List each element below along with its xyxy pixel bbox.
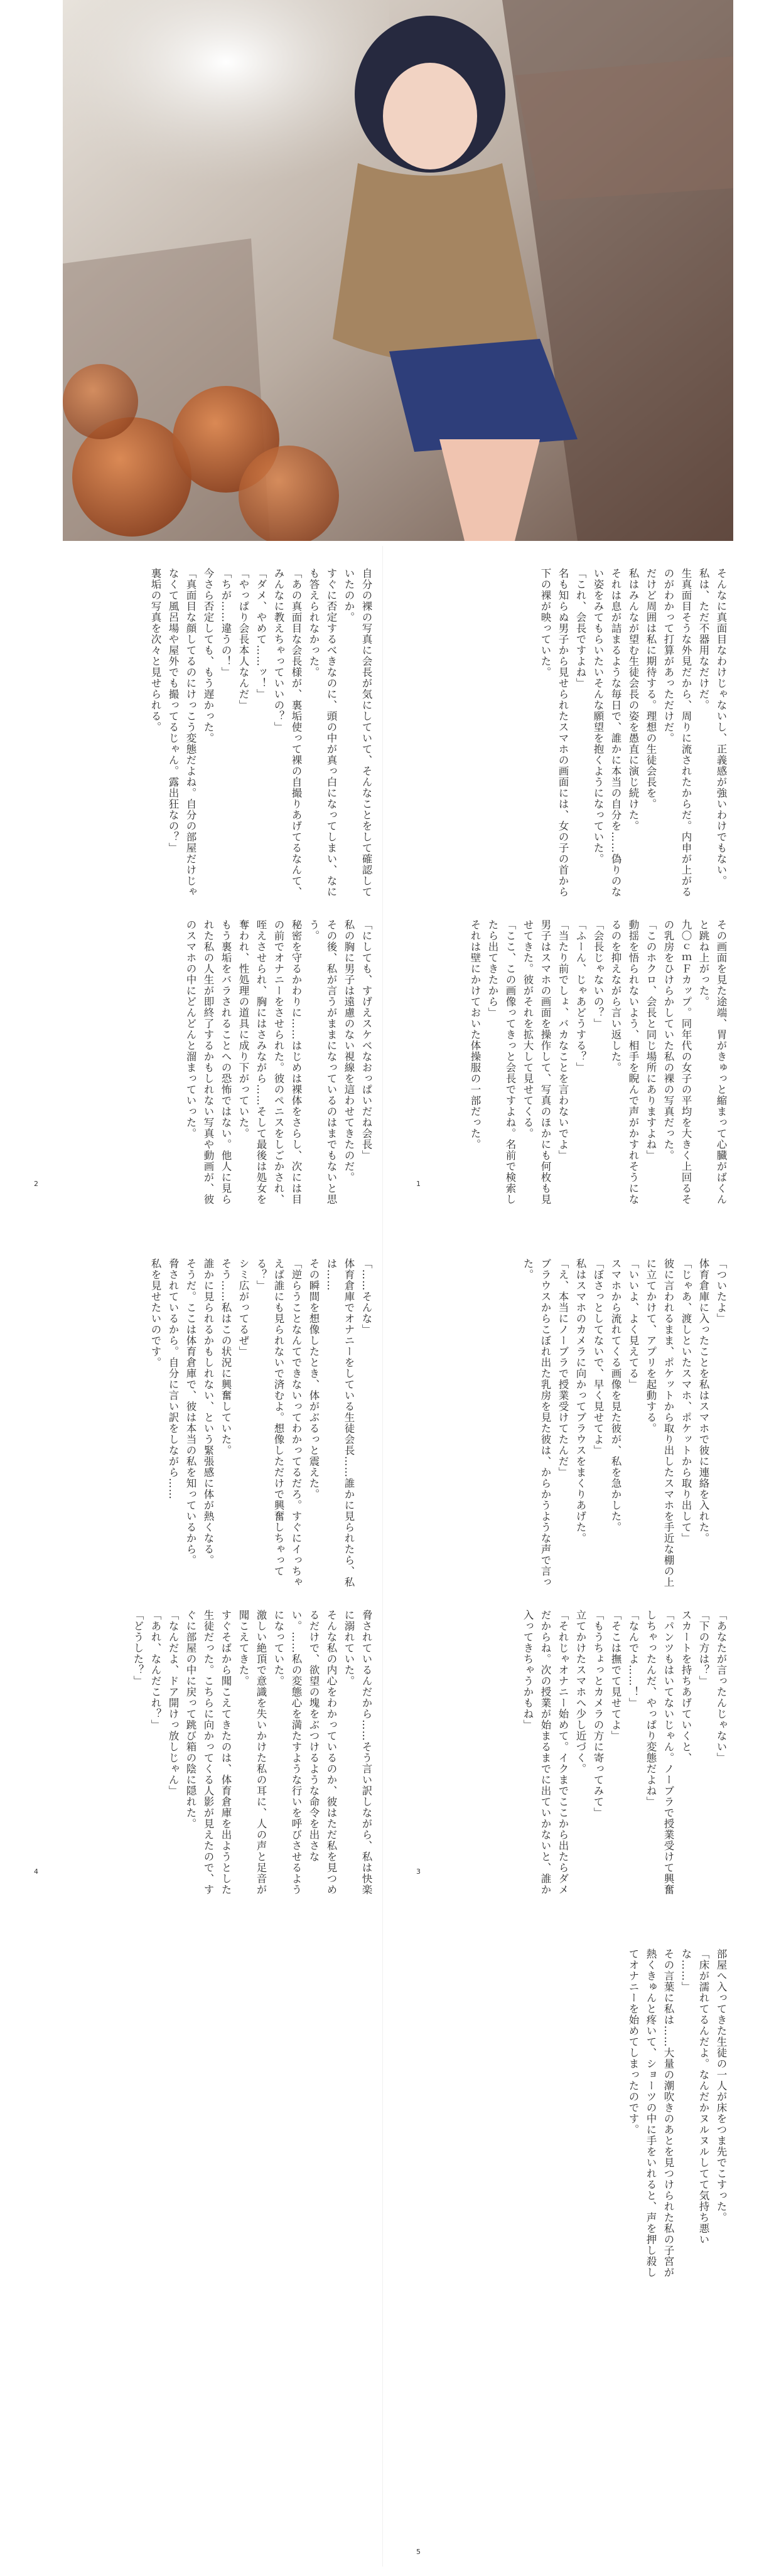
paragraph: そんなに真面目なわけじゃないし、正義感が強いわけでもない。 (715, 568, 727, 887)
paragraph: 「あなたが言ったんじゃない」 (715, 1610, 727, 1763)
page-number: 4 (34, 1868, 38, 1876)
paragraph: もう裏垢をバラされることへの恐怖ではない。他人に見られた私の人生が即終了するかもしれない写真や動画が、彼のスマホの中にどんどんと溜まっていった。 (185, 919, 232, 1205)
paragraph: 「そこは撫でて見せてよ」 (610, 1610, 621, 1741)
paragraph: 「……そんな」 (360, 1258, 372, 1335)
paragraph: 私を見せたいのです。 (149, 1258, 161, 1368)
paragraph: 「このホクロ、会長と同じ場所にありますよね」 (645, 919, 657, 1161)
paragraph: 激しい絶頂で意識を失いかけた私の耳に、人の声と足音が聞こえてきた。 (237, 1610, 267, 1895)
paragraph: シミ広がってるぜ」 (237, 1258, 249, 1357)
paragraph: 私は、ただ不器用なだけだ。 (697, 568, 709, 711)
paragraph: すぐそばから聞こえてきたのは、体育倉庫を出ようとした生徒だった。こちらに向かってくる人影が見えたので、すぐに部屋の中に戻って跳び箱の陰に隠れた。 (185, 1610, 232, 1895)
paragraph: 「なんだよ、ドア開けっ放しじゃん」 (167, 1610, 179, 1797)
paragraph: 「真面目な顔してるのにけっこう変態だよね。自分の部屋だけじゃなくて風呂場や屋外でも撮ってるじゃん。露出狂なの？」 (167, 568, 196, 897)
paragraph: 部屋へ入ってきた生徒の一人が床をつま先でこすった。 (715, 1948, 727, 2223)
paragraph: 男子はスマホの画面を操作して、写真のほかにも何枚も見せてきた。彼がそれを拡大して見せてくる。 (522, 919, 551, 1205)
paragraph: 今さら否定しても、もう遅かった。 (202, 568, 214, 744)
paragraph: それは息が詰まるような毎日で、誰かに本当の自分を……偽りのない姿をみてもらいたいそんな願望を抱くようになっていた。 (592, 568, 621, 897)
paragraph: 秘密を守るかわりに……はじめは裸体をさらし、次には目の前でオナニーをさせられた。彼のペニスをしごかされ、咥えさせられ、胸にはさみながら……そして最後は処女を奪われ、性処理の道具に成り下がっていた。 (237, 919, 302, 1205)
paragraph: 「ちが……違うの！」 (220, 568, 232, 678)
text-column-top (405, 1948, 729, 2278)
paragraph: 立てかけたスマホへ少し近づく。 (574, 1610, 586, 1775)
paragraph: スマホから流れてくる画像を見た彼が、私を急かした。 (610, 1258, 621, 1533)
paragraph: 彼に言われるまま、ポケットから取り出したスマホを手近な棚の上に立てかけて、アプリを起動する。 (645, 1258, 674, 1588)
paragraph: 「会長じゃないの？」 (592, 919, 604, 1029)
paragraph: その言葉に私は……大量の潮吹きのあとを見つけられた私の子宮が熱くきゅんと疼いて、ショーツの中に手をいれると、声を押し殺してオナニーを始めてしまったのです。 (627, 1948, 674, 2278)
paragraph: 生真面目そうな外見だから、周りに流されたからだ。内申が上がるのがわかって打算があっただけだ。 (662, 568, 692, 897)
paragraph: 「いいよ、よく見えてる」 (627, 1258, 639, 1390)
paragraph: 「床が濡れてるんだよ。なんだかヌルヌルしてて気持ち悪いな……」 (680, 1948, 709, 2245)
paragraph: 体育倉庫でオナニーをしている生徒会長……誰かに見られたら、私は…… (325, 1258, 355, 1588)
page-divider (382, 546, 383, 2567)
paragraph: 誰かに見られるかもしれない、という緊張感に体が熱くなる。 (202, 1258, 214, 1566)
page-number: 2 (34, 1180, 38, 1188)
paragraph: 私はみんなが望む生徒会長の姿を愚直に演じ続けた。 (627, 568, 639, 831)
text-column-top (50, 1258, 375, 1588)
paragraph: 「パンツもはいてないじゃん。ノーブラで授業受けて興奮しちゃったんだ、やっぱり変態だよね」 (645, 1610, 674, 1895)
paragraph: 「下の方は？」 (697, 1610, 709, 1687)
paragraph: 「もうちょっとカメラの方に寄ってみて」 (592, 1610, 604, 1819)
paragraph: 「ぼさっとしてないで、早く見せてよ」 (592, 1258, 604, 1456)
paragraph: ブラウスからこぼれ出た乳房を見た彼は、からかうような声で言った。 (522, 1258, 551, 1588)
paragraph: スカートを持ちあげていくと、 (680, 1610, 692, 1763)
text-column-top (50, 568, 375, 897)
paragraph: 動揺を悟られないよう、相手を睨んで声がかすれそうになるのを抑えながら言い返した。 (610, 919, 639, 1205)
paragraph: そんな私の内心をわかっているのか、彼はただ私を見つめるだけで、欲望の塊をぶつけるような命令を出さない。……私の変態心を満たすような行いを呼びさせるようになっていた。 (272, 1610, 337, 1895)
text-column-bottom (405, 919, 729, 1208)
paragraph: 裏垢の写真を次々と見せられる。 (149, 568, 161, 733)
paragraph: 「やっぱり会長本人なんだ」 (237, 568, 249, 711)
paragraph: 「ふーん、じゃあどうする？」 (574, 919, 586, 1073)
paragraph: 体育倉庫に入ったことを私はスマホで彼に連絡を入れた。 (697, 1258, 709, 1544)
page-1 (405, 568, 729, 1205)
text-column-bottom (50, 919, 375, 1208)
paragraph: 「じゃあ、渡しといたスマホ、ポケットから取り出して」 (680, 1258, 692, 1544)
text-column-bottom (50, 1610, 375, 1898)
text-column-top (405, 568, 729, 897)
paragraph: 「にしても、すげえスケベなおっぱいだね会長」 (360, 919, 372, 1161)
text-column-bottom (405, 1610, 729, 1898)
paragraph: 「どうした？」 (132, 1610, 144, 1687)
page-2 (50, 568, 375, 1205)
page-3 (405, 1258, 729, 1895)
page-5 (405, 1948, 729, 2576)
paragraph: 「あの真面目な会長様が、裏垢使って裸の自撮りあげてるなんて、みんなに教えちゃっていいの？」 (272, 568, 302, 897)
paragraph: その画面を見た途端、胃がきゅっと縮まって心臓がばくんと跳ね上がった。 (697, 919, 727, 1205)
paragraph: 私はスマホのカメラに向かってブラウスをまくりあげた。 (574, 1258, 586, 1544)
text-column-top (405, 1258, 729, 1588)
paragraph: 「それじゃオナニー始めて。イクまでここから出たらダメだからね。次の授業が始まるまでに出ていかないと、誰か入ってきちゃうかもね」 (522, 1610, 569, 1895)
paragraph: 「ついたよ」 (715, 1258, 727, 1324)
cover-illustration (63, 0, 733, 541)
paragraph: すぐに否定するべきなのに、頭の中が真っ白になってしまい、なにも答えられなかった。 (308, 568, 337, 897)
paragraph: 「なんでよ……！」 (627, 1610, 639, 1709)
paragraph: 名も知らぬ男子から見せられたスマホの画面には、女の子の首から下の裸が映っていた。 (539, 568, 569, 897)
paragraph: 自分の裸の写真に会長が気にしていて、そんなことをして確認していたのか。 (343, 568, 372, 897)
paragraph: 「ダメ、やめて……ッ！」 (255, 568, 267, 700)
page-number: 1 (416, 1180, 421, 1188)
paragraph: 脅されているんだから……そう言い訳しながら、私は快楽に溺れていた。 (343, 1610, 372, 1895)
paragraph: それは壁にかけておいた体操服の一部だった。 (469, 919, 481, 1150)
paragraph: 「これ、会長ですよね」 (574, 568, 586, 689)
paragraph: だけど周囲は私に期待する。理想の生徒会長を。 (645, 568, 657, 810)
paragraph: 「え、本当にノーブラで授業受けてたんだ」 (557, 1258, 569, 1478)
paragraph: その後、私が言うがままになっているのはまでもないと思う。 (308, 919, 337, 1205)
paragraph: 「逆らうことなんてできないってわかってるだろ。すぐにイっちゃえば誰にも見られないで済むよ。想像しただけで興奮しちゃってる？」 (255, 1258, 302, 1588)
paragraph: 私の胸に男子は遠慮のない視線を這わせてきたのだ。 (343, 919, 355, 1183)
page-number: 3 (416, 1868, 421, 1876)
paragraph: 「ここ、この画像ってきっと会長ですよね。名前で検索したら出てきたから」 (487, 919, 516, 1205)
paragraph: 「当たり前でしょ、バカなことを言わないでよ」 (557, 919, 569, 1161)
paragraph: 「あれ、なんだこれ？」 (149, 1610, 161, 1731)
paragraph: その瞬間を想像したとき、体がぶるっと震えた。 (308, 1258, 320, 1500)
paragraph: そう……私はこの状況に興奮していた。 (220, 1258, 232, 1456)
page-4 (50, 1258, 375, 1895)
page-number: 5 (416, 2548, 421, 2556)
paragraph: 九〇ｃｍＦカップ。同年代の女子の平均を大きく上回るその乳房をひけらかしていた私の裸の写真だった。 (662, 919, 692, 1205)
paragraph: 脅されているから。自分に言い訳をしながら…… (167, 1258, 179, 1500)
paragraph: そうだ。ここは体育倉庫で、彼は本当の私を知っているから。 (185, 1258, 196, 1566)
